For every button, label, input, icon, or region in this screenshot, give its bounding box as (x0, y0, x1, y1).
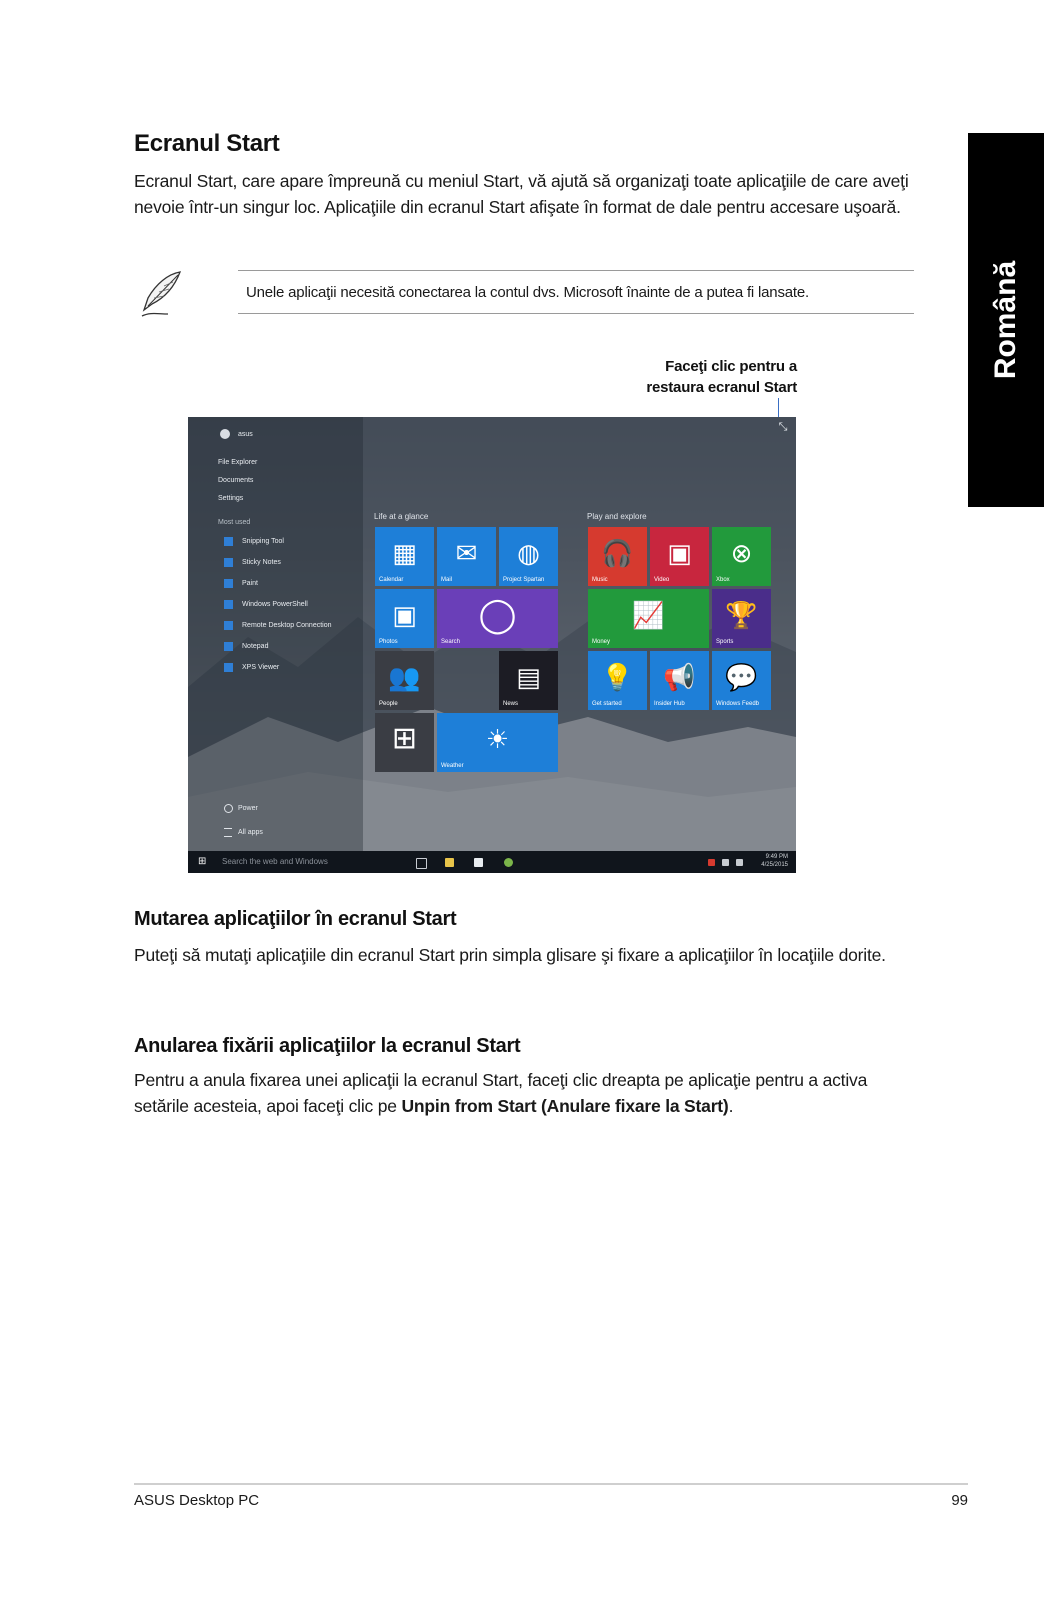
lightbulb-icon: 💡 (601, 661, 634, 692)
page-number: 99 (951, 1492, 968, 1509)
callout-line2: restaura ecranul Start (646, 379, 797, 396)
volume-icon[interactable] (722, 859, 729, 866)
app-icon[interactable] (504, 858, 513, 867)
most-used-item[interactable]: Remote Desktop Connection (242, 622, 332, 629)
most-used-item[interactable]: Windows PowerShell (242, 601, 308, 608)
tile-project-spartan[interactable] (499, 527, 558, 586)
network-icon[interactable] (736, 859, 743, 866)
subsection1-text: Puteţi să mutaţi aplicaţiile din ecranul Start prin simpla glisare şi fixare a aplicaţiilor în locaţiile dorite. (134, 945, 886, 965)
note-bottom-rule (238, 313, 914, 314)
subsection2-text-before: Pentru a anula fixarea unei aplicaţii la ecranul Start, faceţi clic dreapta pe aplicaţie pentru a activa setările acesteia, apoi faceţi clic pe (134, 1070, 868, 1116)
feedback-icon: 💬 (725, 661, 758, 692)
tile-label: Photos (379, 639, 398, 645)
unpin-from-start-label: Unpin from Start (Anulare fixare la Start) (401, 1096, 729, 1116)
photos-icon: ▣ (392, 599, 417, 630)
notepad-icon (224, 642, 233, 651)
note-text: Unele aplicaţii necesită conectarea la contul dvs. Microsoft înainte de a putea fi lansate. (246, 284, 809, 301)
tile-people[interactable] (375, 651, 434, 710)
tile-search[interactable] (437, 589, 558, 648)
xps-viewer-icon (224, 663, 233, 672)
tile-label: Music (592, 577, 608, 583)
group-label-life: Life at a glance (374, 512, 429, 521)
restore-callout (560, 356, 797, 398)
snipping-tool-icon (224, 537, 233, 546)
tile-insider-hub[interactable] (650, 651, 709, 710)
all-apps-icon (224, 828, 232, 837)
xbox-icon: ⊗ (730, 537, 753, 568)
tile-sports[interactable] (712, 589, 771, 648)
most-used-item[interactable]: Snipping Tool (242, 538, 284, 545)
all-apps-button[interactable]: All apps (238, 829, 263, 836)
note-top-rule (238, 270, 914, 271)
tile-calendar[interactable] (375, 527, 434, 586)
most-used-item[interactable]: Sticky Notes (242, 559, 281, 566)
tile-store[interactable] (375, 713, 434, 772)
chart-up-icon: 📈 (632, 599, 665, 630)
tile-label: Xbox (716, 577, 730, 583)
tile-label: People (379, 701, 398, 707)
taskbar-clock[interactable] (761, 853, 788, 869)
left-pane-settings[interactable]: Settings (218, 495, 244, 502)
paint-icon (224, 579, 233, 588)
trophy-icon: 🏆 (725, 599, 758, 630)
language-tab-label: Română (989, 260, 1022, 380)
calendar-icon: ▦ (392, 537, 417, 568)
feather-pen-icon (134, 268, 186, 320)
tile-music[interactable] (588, 527, 647, 586)
store-icon[interactable] (474, 858, 483, 867)
most-used-item[interactable]: Notepad (242, 643, 269, 650)
remote-desktop-icon (224, 621, 233, 630)
tile-label: News (503, 701, 519, 707)
subsection2-text (134, 1067, 914, 1119)
start-menu (188, 417, 796, 851)
callout-line1: Faceţi clic pentru a (665, 358, 797, 375)
headphones-icon: 🎧 (601, 537, 634, 568)
tile-label: Get started (592, 701, 622, 707)
people-icon: 👥 (388, 661, 421, 692)
tile-mail[interactable] (437, 527, 496, 586)
footer-product: ASUS Desktop PC (134, 1492, 260, 1509)
news-icon: ▤ (516, 661, 541, 692)
taskbar-search[interactable]: Search the web and Windows (222, 857, 328, 866)
intro-paragraph: Ecranul Start, care apare împreună cu meniul Start, vă ajută să organizaţi toate aplicaţiile de care aveţi nevoie într-un singur loc. Aplicaţiile din ecranul Start afişate în format de dale pentru accesare uşoară. (134, 171, 909, 217)
user-avatar[interactable] (220, 429, 230, 439)
most-used-item[interactable]: Paint (242, 580, 258, 587)
taskbar (188, 851, 796, 873)
power-button[interactable]: Power (238, 805, 258, 812)
most-used-label: Most used (218, 519, 251, 526)
section-title: Ecranul Start (134, 130, 280, 157)
tile-label: Mail (441, 577, 453, 583)
taskbar-time: 9:49 PM (765, 854, 788, 860)
cortana-ring-icon: ◯ (478, 595, 517, 634)
tile-label: Insider Hub (654, 701, 685, 707)
tile-label: Project Spartan (503, 577, 545, 583)
start-left-pane (188, 417, 363, 851)
megaphone-icon: 📢 (663, 661, 696, 692)
store-bag-icon: ⊞ (391, 721, 418, 755)
file-explorer-icon[interactable] (445, 858, 454, 867)
tile-label: Search (441, 639, 461, 645)
user-name[interactable]: asus (238, 431, 253, 438)
taskbar-date: 4/25/2015 (761, 862, 788, 868)
left-pane-file-explorer[interactable]: File Explorer (218, 459, 258, 466)
tile-label: Money (592, 639, 611, 645)
tile-label: Weather (441, 763, 464, 769)
language-tab (968, 133, 1044, 507)
most-used-item[interactable]: XPS Viewer (242, 664, 280, 671)
windows-logo-icon[interactable]: ⊞ (198, 856, 207, 867)
footer-rule (134, 1483, 968, 1485)
subsection2-title: Anularea fixării aplicaţiilor la ecranul Start (134, 1035, 521, 1057)
task-view-icon[interactable] (416, 858, 427, 869)
powershell-icon (224, 600, 233, 609)
tile-video[interactable] (650, 527, 709, 586)
tile-money[interactable] (588, 589, 709, 648)
tile-label: Calendar (379, 577, 404, 583)
mail-icon: ✉ (455, 537, 478, 568)
power-icon (224, 804, 233, 813)
left-pane-documents[interactable]: Documents (218, 477, 254, 484)
subsection1-title: Mutarea aplicaţiilor în ecranul Start (134, 908, 457, 930)
restore-icon[interactable]: ⤡ (778, 421, 788, 433)
tile-label: Video (654, 577, 670, 583)
subsection2-text-after: . (728, 1096, 734, 1116)
tile-label: Sports (716, 639, 734, 645)
globe-icon: ◍ (517, 537, 540, 568)
tile-label: Windows Feedb (716, 701, 760, 707)
sticky-notes-icon (224, 558, 233, 567)
tile-xbox[interactable] (712, 527, 771, 586)
sun-icon: ☀ (485, 723, 510, 754)
group-label-play: Play and explore (587, 512, 647, 521)
start-screen-screenshot (188, 417, 796, 873)
tile-weather[interactable] (437, 713, 558, 772)
tile-windows-feedback[interactable] (712, 651, 771, 710)
tile-photos[interactable] (375, 589, 434, 648)
video-icon: ▣ (667, 537, 692, 568)
tile-get-started[interactable] (588, 651, 647, 710)
notification-icon[interactable] (708, 859, 715, 866)
tile-news[interactable] (499, 651, 558, 710)
